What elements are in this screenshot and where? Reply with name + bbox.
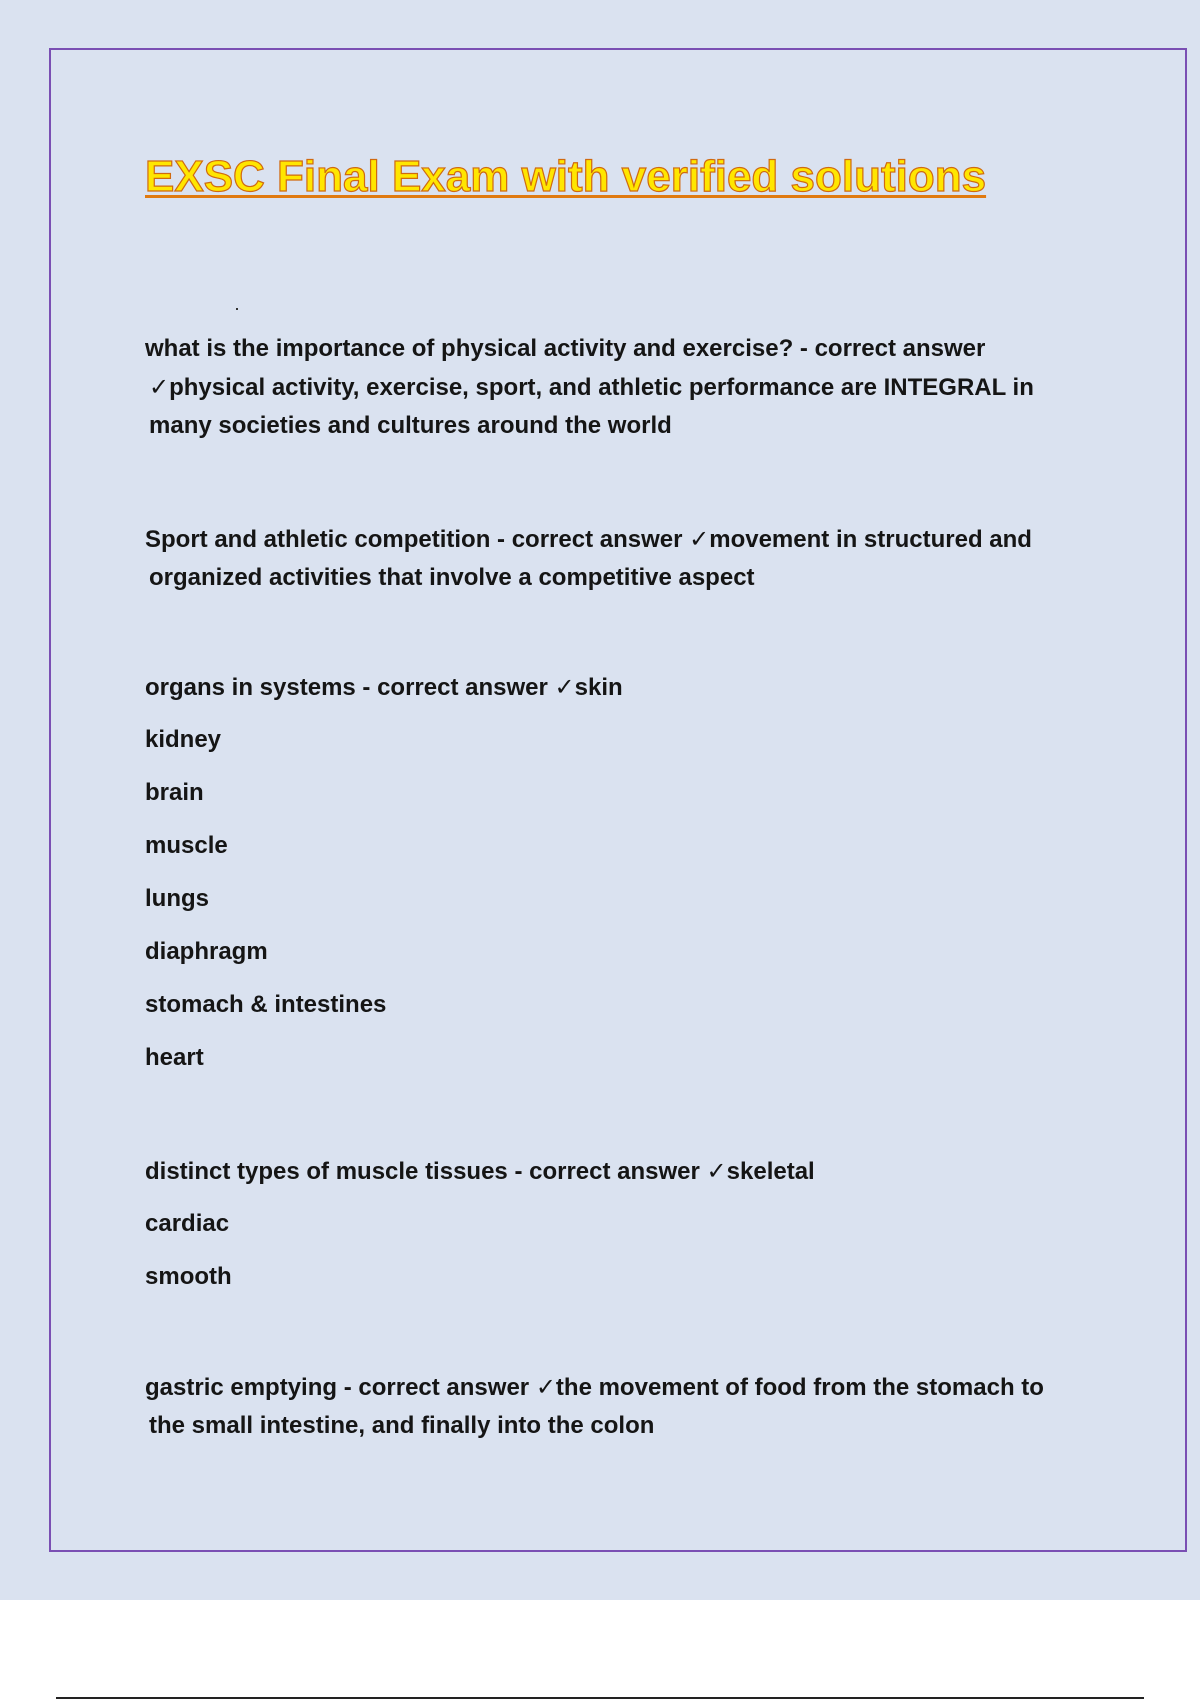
list-item: heart (145, 1044, 204, 1071)
answer-text: skeletal (726, 1158, 815, 1185)
footer-rule (56, 1697, 1144, 1699)
question-line (145, 668, 1095, 721)
check-icon: ✓ (535, 1373, 556, 1401)
document-title: EXSC Final Exam with verified solutions (145, 152, 987, 201)
question-text: gastric emptying (145, 1374, 338, 1401)
question-text: what is the importance of physical activity and exercise? (145, 335, 794, 362)
check-icon: ✓ (554, 673, 575, 701)
question-text: Sport and athletic competition (145, 526, 491, 553)
answer-text: physical activity, exercise, sport, and athletic performance are INTEGRAL in (169, 374, 1034, 401)
qa-item-muscle-tissues (145, 1152, 1095, 1311)
answer-marker: - correct answer (514, 1158, 700, 1185)
answer-marker: - correct answer (497, 526, 683, 553)
answer-text: movement in structured and (709, 526, 1032, 553)
list-item: diaphragm (145, 938, 268, 965)
check-icon: ✓ (149, 373, 170, 401)
qa-item-sport (145, 520, 1095, 597)
check-icon: ✓ (706, 1157, 727, 1185)
question-line (145, 1152, 1095, 1205)
answer-line (145, 368, 1095, 407)
qa-item-gastric-emptying (145, 1368, 1095, 1445)
qa-item-importance (145, 330, 1095, 445)
answer-text: many societies and cultures around the world (149, 412, 672, 439)
question-text: organs in systems (145, 674, 356, 701)
answer-marker: - correct answer (343, 1374, 530, 1401)
answer-line (145, 1407, 1095, 1445)
check-icon: ✓ (689, 525, 710, 553)
question-line (145, 520, 1095, 559)
list-item: lungs (145, 885, 209, 912)
answer-text: organized activities that involve a competitive aspect (149, 564, 755, 591)
list-item: smooth (145, 1263, 232, 1290)
answer-marker: - correct answer (362, 674, 548, 701)
list-item: kidney (145, 726, 222, 753)
question-line (145, 1368, 1095, 1407)
answer-line (145, 559, 1095, 597)
stray-dot (236, 308, 238, 310)
answer-text: the movement of food from the stomach to (555, 1374, 1044, 1401)
answer-text: skin (574, 674, 623, 701)
question-text: distinct types of muscle tissues (145, 1158, 508, 1185)
answer-text: the small intestine, and finally into the colon (149, 1412, 655, 1439)
answer-line (145, 407, 1095, 445)
list-item: muscle (145, 832, 228, 859)
list-item: cardiac (145, 1210, 230, 1237)
list-item: brain (145, 779, 204, 806)
answer-marker: - correct answer (799, 335, 986, 362)
qa-item-organs (145, 668, 1095, 1092)
question-line (145, 330, 1095, 368)
list-item: stomach & intestines (145, 991, 387, 1018)
